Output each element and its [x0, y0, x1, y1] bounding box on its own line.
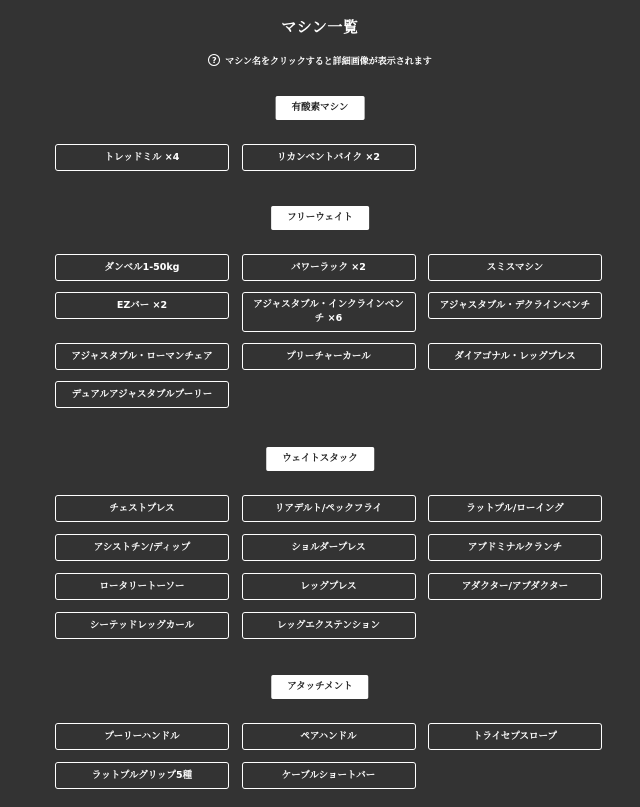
machine-button[interactable]: アジャスタブル・インクラインベンチ ×6: [242, 292, 416, 332]
machine-button[interactable]: トライセプスロープ: [428, 723, 602, 750]
machine-button[interactable]: チェストプレス: [55, 495, 229, 522]
machine-button[interactable]: ラットプルグリップ5種: [55, 762, 229, 789]
machine-button[interactable]: アダクター/アブダクター: [428, 573, 602, 600]
machine-button[interactable]: ラットプル/ローイング: [428, 495, 602, 522]
machine-button[interactable]: アブドミナルクランチ: [428, 534, 602, 561]
machine-grid: [55, 144, 602, 171]
machine-button[interactable]: EZバー ×2: [55, 292, 229, 319]
hint-text: マシン名をクリックすると詳細画像が表示されます: [225, 56, 432, 67]
machine-button[interactable]: デュアルアジャスタブルプーリー: [55, 381, 229, 408]
machine-button[interactable]: ケーブルショートバー: [242, 762, 416, 789]
machine-grid: [55, 495, 602, 639]
machine-button[interactable]: アジャスタブル・デクラインベンチ: [428, 292, 602, 319]
machine-button[interactable]: ロータリートーソー: [55, 573, 229, 600]
section-label: 有酸素マシン: [276, 96, 365, 120]
machine-button[interactable]: ペアハンドル: [242, 723, 416, 750]
machine-button[interactable]: リアデルト/ペックフライ: [242, 495, 416, 522]
machine-grid: [55, 723, 602, 789]
machine-button[interactable]: スミスマシン: [428, 254, 602, 281]
machine-button[interactable]: レッグエクステンション: [242, 612, 416, 639]
machine-button[interactable]: シーテッドレッグカール: [55, 612, 229, 639]
machine-button[interactable]: プリーチャーカール: [242, 343, 416, 370]
page-title: マシン一覧: [281, 18, 359, 36]
machine-button[interactable]: パワーラック ×2: [242, 254, 416, 281]
machine-button[interactable]: アジャスタブル・ローマンチェア: [55, 343, 229, 370]
question-icon: ?: [208, 54, 220, 66]
machine-button[interactable]: プーリーハンドル: [55, 723, 229, 750]
section-label: アタッチメント: [271, 675, 368, 699]
machine-button[interactable]: ダンベル1-50kg: [55, 254, 229, 281]
section-label: フリーウェイト: [271, 206, 369, 230]
machine-button[interactable]: ショルダープレス: [242, 534, 416, 561]
section-label: ウェイトスタック: [266, 447, 374, 471]
machine-button[interactable]: アシストチン/ディップ: [55, 534, 229, 561]
hint-row: [0, 52, 640, 68]
machine-button[interactable]: トレッドミル ×4: [55, 144, 229, 171]
machine-button[interactable]: リカンベントバイク ×2: [242, 144, 416, 171]
machine-grid: [55, 254, 602, 408]
machine-button[interactable]: ダイアゴナル・レッグプレス: [428, 343, 602, 370]
machine-button[interactable]: レッグプレス: [242, 573, 416, 600]
